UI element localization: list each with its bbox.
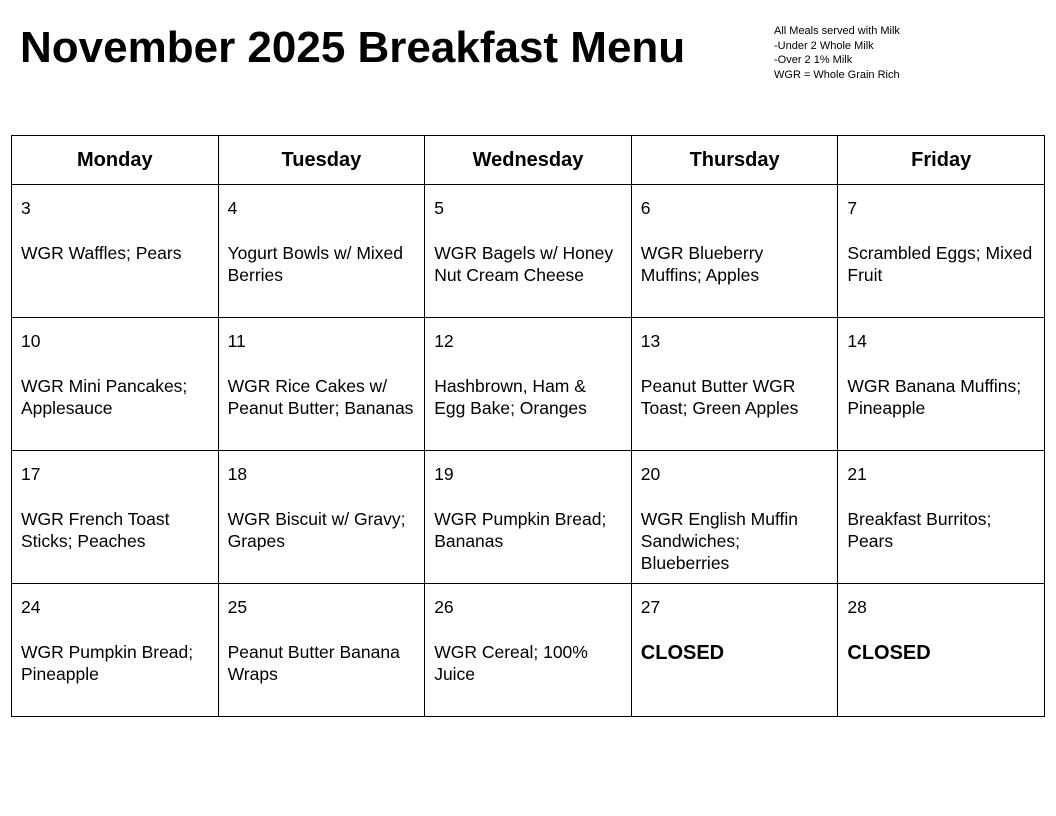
meal-text: WGR Banana Muffins; Pineapple [847,375,1022,418]
day-cell [12,185,219,318]
day-cell-content [219,185,425,286]
day-header-thursday: Thursday [631,136,838,185]
day-cell-content [219,451,425,552]
day-cell-content [632,318,838,419]
day-header-wednesday: Wednesday [425,136,632,185]
day-cell [425,451,632,584]
meal-text: Peanut Butter Banana Wraps [227,641,400,684]
day-cell-content [632,185,838,286]
day-cell [838,185,1045,318]
day-cell [425,318,632,451]
day-number: 28 [847,597,867,617]
meal-text: WGR Biscuit w/ Gravy; Grapes [227,508,406,551]
day-header-monday: Monday [12,136,219,185]
meal-text: WGR Blueberry Muffins; Apples [640,242,764,285]
day-cell [218,584,425,717]
day-header-friday: Friday [838,136,1045,185]
day-header-tuesday: Tuesday [218,136,425,185]
day-number: 20 [640,464,661,484]
milk-notes [774,24,900,82]
day-cell-content [219,318,425,419]
day-cell [12,451,219,584]
day-number: 14 [847,331,867,351]
day-cell-content [838,185,1044,286]
day-number: 7 [847,198,858,218]
day-number: 11 [227,331,246,351]
meal-text: Hashbrown, Ham & Egg Bake; Oranges [434,375,587,418]
day-cell [425,584,632,717]
closed-label: CLOSED [640,641,725,664]
note-line: All Meals served with Milk [774,25,900,37]
day-cell-content [12,451,218,552]
day-number: 4 [227,198,238,218]
day-number: 25 [227,597,248,617]
day-number: 12 [434,331,454,351]
meal-text: Breakfast Burritos; Pears [847,508,992,551]
note-line: -Over 2 1% Milk [774,54,853,66]
meal-text: WGR Waffles; Pears [21,242,182,263]
day-cell-content [219,584,425,685]
day-cell-content [838,451,1044,552]
day-cell [218,185,425,318]
week-row [12,185,1045,318]
day-number: 24 [21,597,41,617]
day-number: 13 [640,331,661,351]
weekday-header-row [12,136,1045,185]
day-number: 18 [227,464,248,484]
day-cell [425,185,632,318]
day-cell [631,318,838,451]
meal-text: WGR French Toast Sticks; Peaches [21,508,170,551]
meal-text: Yogurt Bowls w/ Mixed Berries [227,242,403,285]
meal-text: Peanut Butter WGR Toast; Green Apples [640,375,799,418]
day-cell [631,185,838,318]
day-cell-content [425,185,631,286]
meal-text: Scrambled Eggs; Mixed Fruit [847,242,1033,285]
day-cell [838,584,1045,717]
week-row [12,584,1045,717]
day-cell-content [12,185,218,264]
note-line: WGR = Whole Grain Rich [774,68,900,81]
day-cell [12,318,219,451]
meal-text: WGR Pumpkin Bread; Pineapple [21,641,194,684]
day-number: 26 [434,597,454,617]
day-cell-content [425,584,631,685]
day-cell [631,451,838,584]
menu-calendar [11,135,1045,717]
page-title: November 2025 Breakfast Menu [20,23,686,72]
day-cell-content [838,584,1044,665]
day-cell-content [425,451,631,552]
day-number: 6 [640,198,651,218]
day-number: 10 [21,331,41,351]
day-number: 17 [21,464,41,484]
day-cell-content [632,451,838,574]
day-cell-content [12,584,218,685]
day-cell [218,451,425,584]
day-cell [838,318,1045,451]
day-number: 19 [434,464,454,484]
day-cell [631,584,838,717]
day-cell [12,584,219,717]
meal-text: WGR Rice Cakes w/ Peanut Butter; Bananas [227,375,414,418]
closed-label: CLOSED [847,641,931,664]
day-number: 21 [847,464,867,484]
week-row [12,451,1045,584]
day-cell [838,451,1045,584]
day-cell-content [425,318,631,419]
meal-text: WGR English Muffin Sandwiches; Blueberries [640,508,799,574]
day-number: 27 [640,597,661,617]
meal-text: WGR Mini Pancakes; Applesauce [21,375,188,418]
meal-text: WGR Cereal; 100% Juice [434,641,588,684]
week-row [12,318,1045,451]
day-cell-content [632,584,838,665]
day-cell-content [12,318,218,419]
day-cell [218,318,425,451]
day-number: 5 [434,198,444,218]
meal-text: WGR Bagels w/ Honey Nut Cream Cheese [434,242,614,285]
day-number: 3 [21,198,31,218]
note-line: -Under 2 Whole Milk [774,39,874,52]
meal-text: WGR Pumpkin Bread; Bananas [434,508,607,551]
day-cell-content [838,318,1044,419]
